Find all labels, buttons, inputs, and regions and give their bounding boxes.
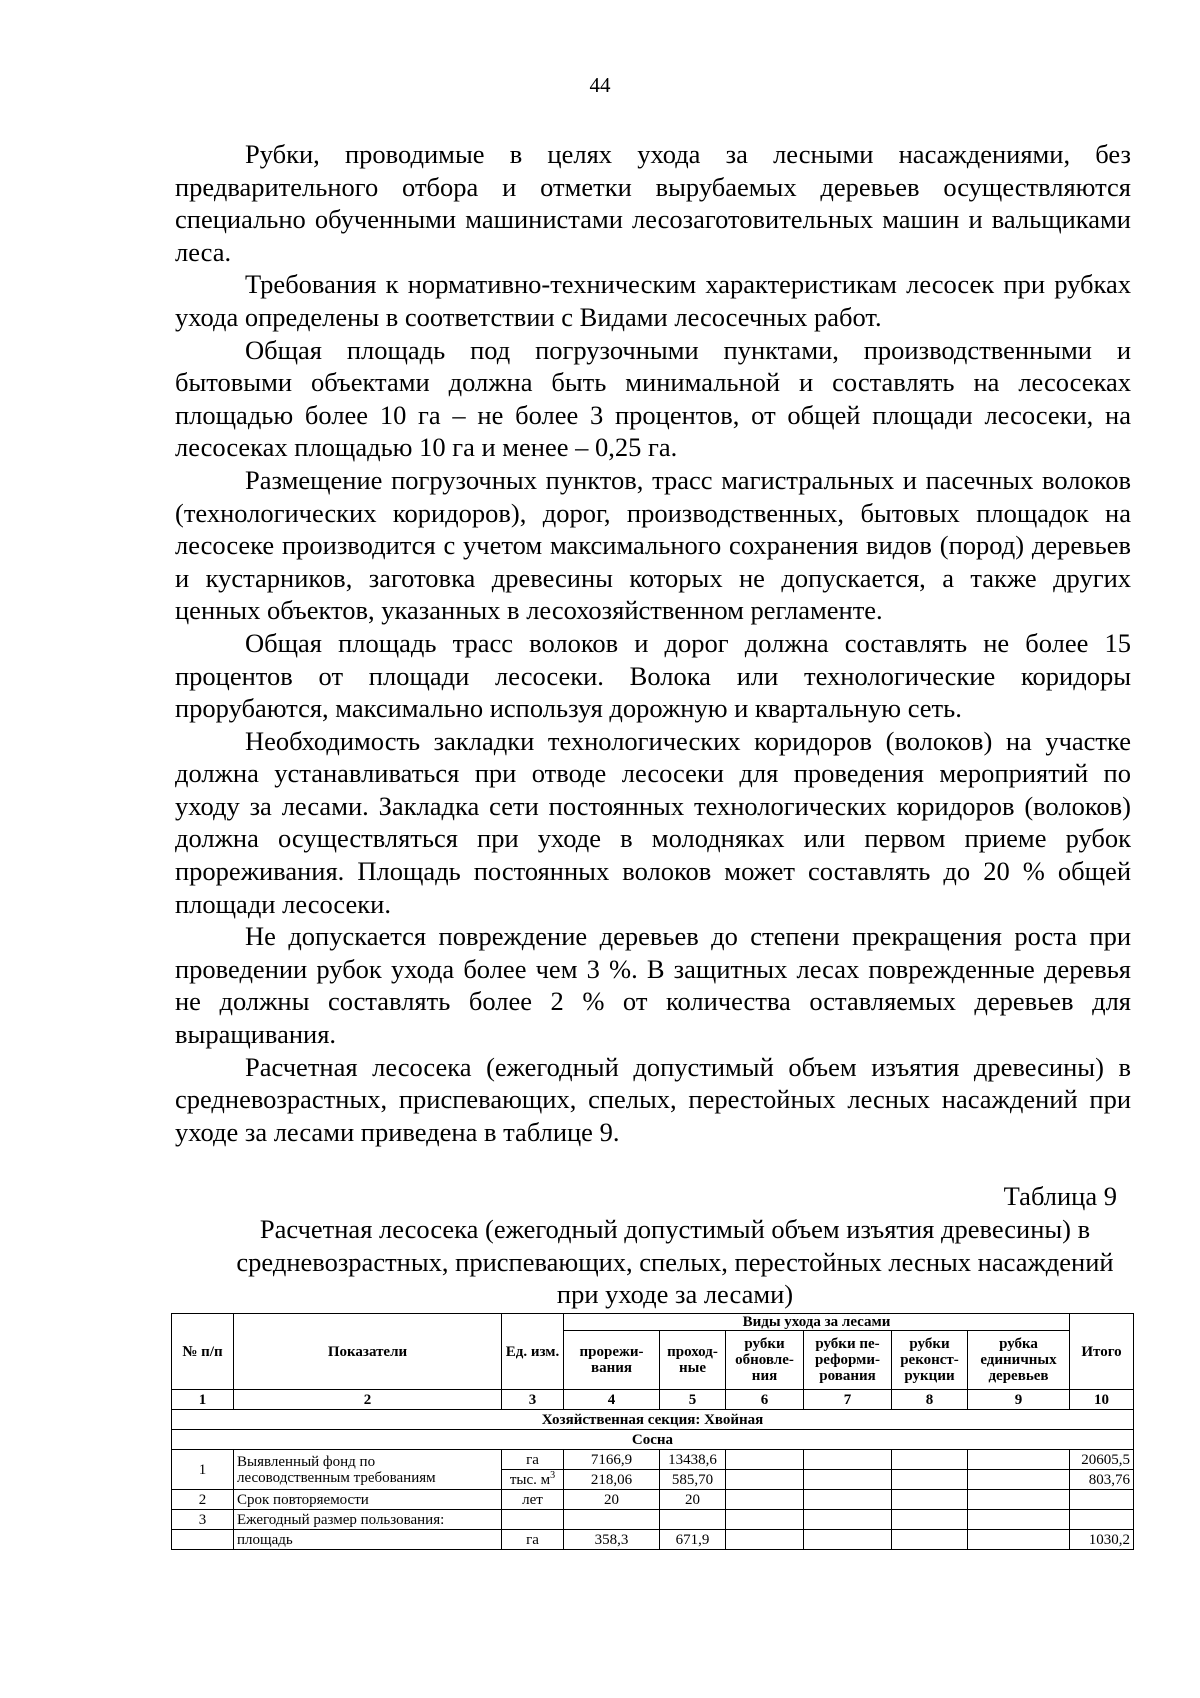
indicator-label: площадь: [234, 1530, 502, 1550]
value-cell: 671,9: [660, 1530, 726, 1550]
unit-cell: лет: [502, 1490, 564, 1510]
column-number: 6: [726, 1390, 804, 1410]
paragraph: Общая площадь трасс волоков и дорог должна составлять не более 15 процентов от площади лесосеки. Волока или технологические коридоры прорубаются, максимально используя дорожную и квартальную сеть.: [175, 627, 1131, 724]
column-number: 3: [502, 1390, 564, 1410]
column-number: 7: [804, 1390, 892, 1410]
unit-text: тыс. м: [509, 1471, 551, 1488]
unit-cell: га: [502, 1450, 564, 1470]
paragraph: Не допускается повреждение деревьев до степени прекращения роста при проведении рубок ухода более чем 3 %. В защитных лесах поврежденные деревья не должны составлять более 2 % от количества оставляемых деревьев для выращивания.: [175, 921, 1131, 1050]
indicator-label: Выявленный фонд по: [237, 1453, 376, 1470]
value-cell: 13438,6: [660, 1450, 726, 1470]
row-number: 3: [172, 1510, 234, 1530]
paragraph: Общая площадь под погрузочными пунктами, производственными и бытовыми объектами должна быть минимальной и составлять на лесосеках площадью более 10 га – не более 3 процентов, от общей площади лесосеки, на лесосеках площадью 10 га и менее – 0,25 га.: [175, 334, 1131, 463]
column-number: 5: [660, 1390, 726, 1410]
paragraph: Расчетная лесосека (ежегодный допустимый объем изъятия древесины) в средневозрастных, приспевающих, спелых, перестойных лесных насаждений при уходе за лесами приведена в таблице 9.: [175, 1051, 1131, 1147]
value-cell: 20: [564, 1490, 660, 1510]
total-cell: 1030,2: [1070, 1530, 1134, 1550]
header-group: Виды ухода за лесами: [564, 1314, 1070, 1331]
unit-cell: га: [502, 1530, 564, 1550]
column-number: 4: [564, 1390, 660, 1410]
total-cell: 803,76: [1070, 1470, 1134, 1490]
page-number: 44: [589, 73, 611, 97]
value-cell: 585,70: [660, 1470, 726, 1490]
header-reconstruction: рубки реконст-рукции: [892, 1331, 968, 1390]
value-cell: 20: [660, 1490, 726, 1510]
header-passage: проход-ные: [660, 1331, 726, 1390]
unit-cell: [502, 1470, 564, 1490]
column-number: 10: [1070, 1390, 1134, 1410]
column-number: 1: [172, 1390, 234, 1410]
column-number: 2: [234, 1390, 502, 1410]
table-label: Таблица 9: [1003, 1181, 1117, 1211]
paragraph: Рубки, проводимые в целях ухода за лесными насаждениями, без предварительного отбора и отметки вырубаемых деревьев осуществляются специально обученными машинистами лесозаготовительных машин и вальщиками леса.: [175, 139, 1131, 267]
row-number: 1: [172, 1450, 234, 1490]
row-number: 2: [172, 1490, 234, 1510]
value-cell: 358,3: [564, 1530, 660, 1550]
column-number: 8: [892, 1390, 968, 1410]
paragraph: Необходимость закладки технологических коридоров (волоков) на участке должна устанавливаться при отводе лесосеки для проведения мероприятий по уходу за лесами. Закладка сети постоянных технологических коридоров (волоков) должна осуществляться при уходе в молодняках или первом приеме рубок прореживания. Площадь постоянных волоков может составлять до 20 % общей площади лесосеки.: [175, 725, 1131, 919]
header-indicators: Показатели: [234, 1314, 502, 1390]
paragraph: Размещение погрузочных пунктов, трасс магистральных и пасечных волоков (технологических коридоров), дорог, производственных, бытовых площадок на лесосеке производится с учетом максимального сохранения видов (пород) деревьев и кустарников, заготовка древесины которых не допускается, а также других ценных объектов, указанных в лесохозяйственном регламенте.: [175, 464, 1131, 626]
value-cell: 7166,9: [564, 1450, 660, 1470]
header-num: № п/п: [172, 1314, 234, 1390]
header-total: Итого: [1070, 1314, 1134, 1390]
value-cell: 218,06: [564, 1470, 660, 1490]
header-thinning: прорежи-вания: [564, 1331, 660, 1390]
header-single-trees: рубка единичных деревьев: [968, 1331, 1070, 1390]
section-row: Хозяйственная секция: Хвойная: [172, 1410, 1134, 1430]
total-cell: 20605,5: [1070, 1450, 1134, 1470]
species-row: Сосна: [172, 1430, 1134, 1450]
indicator-label: лесоводственным требованиям: [237, 1469, 436, 1486]
body-text: [175, 138, 1131, 1148]
indicator-label: Ежегодный размер пользования:: [234, 1510, 502, 1530]
paragraph: Требования к нормативно-техническим характеристикам лесосек при рубках ухода определены в соответствии с Видами лесосечных работ.: [175, 269, 1131, 332]
indicator-label: Срок повторяемости: [234, 1490, 502, 1510]
data-table: [171, 1313, 1134, 1550]
header-renewal: рубки обновле-ния: [726, 1331, 804, 1390]
unit-superscript: 3: [550, 1469, 556, 1481]
header-reformation: рубки пе-реформи-рования: [804, 1331, 892, 1390]
column-number: 9: [968, 1390, 1070, 1410]
indicator-cell: [234, 1450, 502, 1490]
header-unit: Ед. изм.: [502, 1314, 564, 1390]
table-caption: Расчетная лесосека (ежегодный допустимый объем изъятия древесины) в средневозрастных, приспевающих, спелых, перестойных лесных насаждений при уходе за лесами): [236, 1214, 1114, 1310]
